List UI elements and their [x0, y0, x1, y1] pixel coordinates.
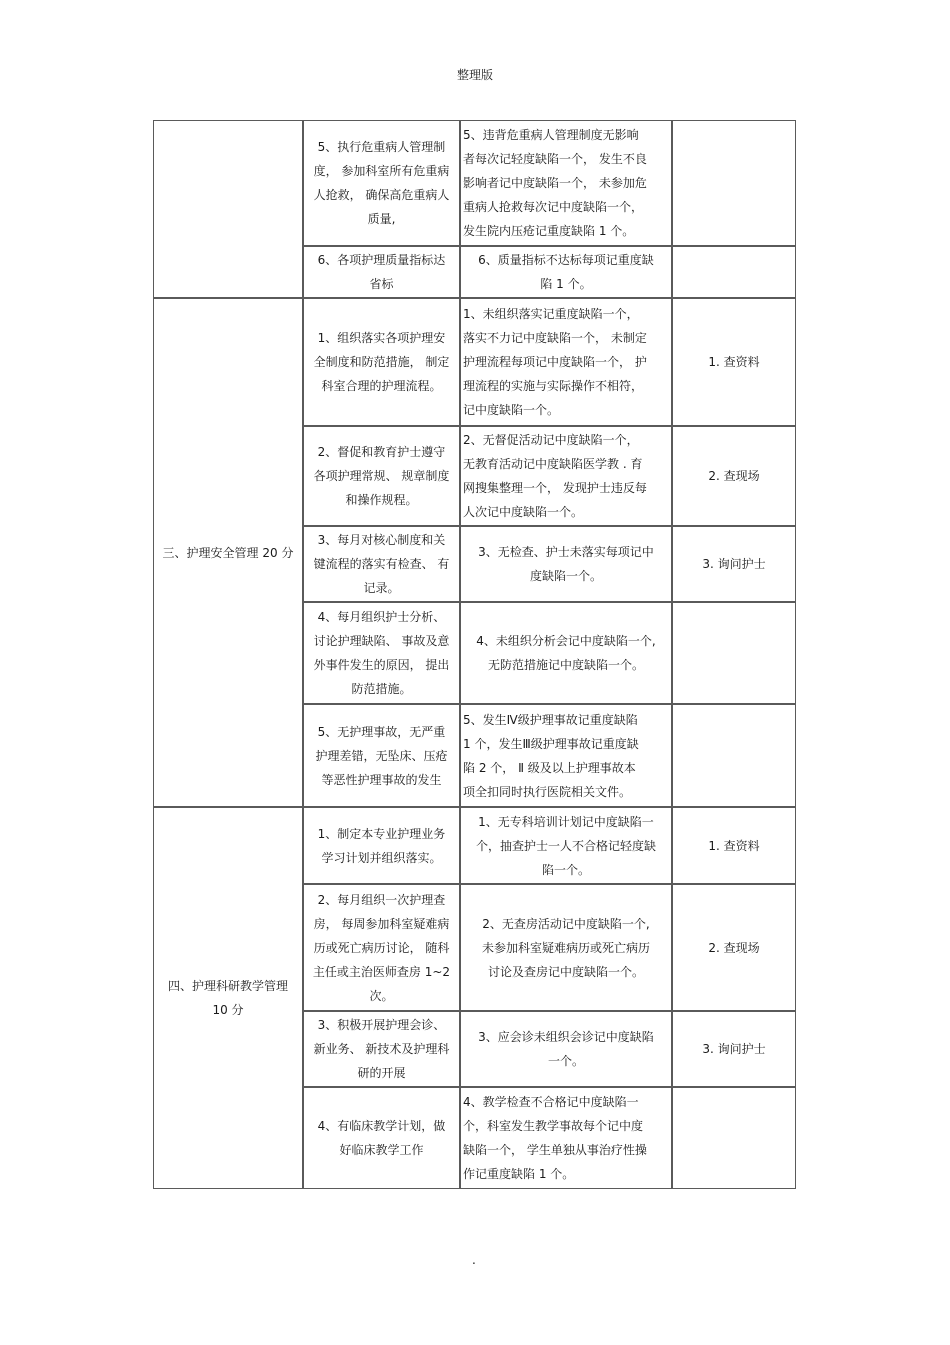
standard-text: 4、有临床教学计划，做 好临床教学工作	[317, 1119, 446, 1157]
method-cell	[672, 807, 796, 884]
deduction-cell	[460, 246, 672, 298]
method-cell	[672, 884, 796, 1011]
standard-text: 2、督促和教育护士遵守 各项护理常规、 规章制度 和操作规程。	[313, 445, 450, 507]
category-cell	[153, 120, 303, 298]
deduction-text: 1、未组织落实记重度缺陷一个， 落实不力记中度缺陷一个， 未制定 护理流程每项记中度缺陷一个， 护 理流程的实施与实际操作不相符， 记中度缺陷一个。	[463, 307, 647, 417]
standard-cell	[303, 1011, 460, 1087]
standard-text: 1、组织落实各项护理安 全制度和防范措施， 制定 科室合理的护理流程。	[313, 331, 450, 393]
deduction-text: 3、无检查、护士未落实每项记中 度缺陷一个。	[478, 545, 654, 583]
deduction-text: 1、无专科培训计划记中度缺陷一 个，抽查护士一人不合格记轻度缺 陷一个。	[475, 814, 656, 877]
method-text: 1. 查资料	[708, 355, 760, 369]
method-cell	[672, 526, 796, 602]
method-text: 2. 查现场	[708, 469, 760, 483]
deduction-text: 2、无查房活动记中度缺陷一个, 未参加科室疑难病历或死亡病历 讨论及查房记中度缺陷一个。	[481, 916, 650, 979]
deduction-text: 5、发生Ⅳ级护理事故记重度缺陷 1 个，发生Ⅲ级护理事故记重度缺 陷 2 个， Ⅱ 级及以上护理事故本 项全扣同时执行医院相关文件。	[463, 712, 639, 799]
standard-text: 1、制定本专业护理业务 学习计划并组织落实。	[317, 826, 446, 865]
method-text: 3. 询问护士	[702, 557, 766, 571]
standard-text: 5、执行危重病人管理制 度， 参加科室所有危重病 人抢救， 确保高危重病人 质量,	[313, 140, 450, 226]
method-text: 1. 查资料	[708, 838, 760, 853]
standard-cell	[303, 704, 460, 807]
standard-text: 5、无护理事故，无严重 护理差错，无坠床、压疮 等恶性护理事故的发生	[315, 724, 448, 787]
deduction-cell	[460, 526, 672, 602]
standard-cell	[303, 1087, 460, 1189]
method-cell	[672, 120, 796, 246]
deduction-text: 2、无督促活动记中度缺陷一个， 无教育活动记中度缺陷医学教 . 育 网搜集整理一个， 发现护士违反每 人次记中度缺陷一个。	[463, 433, 647, 519]
standard-text: 3、每月对核心制度和关 键流程的落实有检查、 有 记录。	[313, 533, 450, 595]
page-header: 整理版	[456, 68, 493, 82]
deduction-cell	[460, 1087, 672, 1189]
deduction-cell	[460, 602, 672, 704]
standard-text: 4、每月组织护士分析、 讨论护理缺陷、 事故及意 外事件发生的原因， 提出 防范措施。	[313, 610, 450, 696]
category-label: 三、护理安全管理 20 分	[162, 545, 294, 560]
deduction-text: 4、未组织分析会记中度缺陷一个, 无防范措施记中度缺陷一个。	[476, 634, 656, 672]
deduction-text: 6、质量指标不达标每项记重度缺 陷 1 个。	[478, 253, 654, 291]
category-cell	[153, 298, 303, 807]
deduction-cell	[460, 1011, 672, 1087]
standard-text: 6、各项护理质量指标达 省标	[317, 253, 446, 291]
method-text: 3. 询问护士	[702, 1042, 766, 1056]
category-cell	[153, 807, 303, 1189]
deduction-text: 5、违背危重病人管理制度无影响 者每次记轻度缺陷一个， 发生不良 影响者记中度缺陷一个， 未参加危 重病人抢救每次记中度缺陷一个， 发生院内压疮记重度缺陷 1 个。	[463, 128, 647, 238]
standard-text: 2、每月组织一次护理查 房， 每周参加科室疑难病 历或死亡病历讨论， 随科 主任或主治医师查房 1~2 次。	[312, 892, 451, 1003]
page-footer-mark: .	[472, 1253, 476, 1267]
standard-cell	[303, 246, 460, 298]
standard-cell	[303, 426, 460, 526]
method-cell	[672, 246, 796, 298]
deduction-text: 4、教学检查不合格记中度缺陷一 个，科室发生教学事故每个记中度 缺陷一个， 学生单独从事治疗性操 作记重度缺陷 1 个。	[463, 1095, 647, 1181]
method-cell	[672, 426, 796, 526]
standard-cell	[303, 807, 460, 884]
deduction-text: 3、应会诊未组织会诊记中度缺陷 一个。	[478, 1030, 654, 1068]
deduction-cell	[460, 884, 672, 1011]
deduction-cell	[460, 120, 672, 246]
deduction-cell	[460, 807, 672, 884]
deduction-cell	[460, 298, 672, 426]
standard-cell	[303, 602, 460, 704]
method-cell	[672, 1087, 796, 1189]
method-cell	[672, 704, 796, 807]
standard-cell	[303, 526, 460, 602]
deduction-cell	[460, 426, 672, 526]
method-cell	[672, 602, 796, 704]
standard-text: 3、积极开展护理会诊、 新业务、 新技术及护理科 研的开展	[313, 1018, 450, 1080]
method-cell	[672, 1011, 796, 1087]
standard-cell	[303, 884, 460, 1011]
standard-cell	[303, 298, 460, 426]
method-text: 2. 查现场	[708, 940, 760, 955]
method-cell	[672, 298, 796, 426]
deduction-cell	[460, 704, 672, 807]
category-label: 四、护理科研教学管理 10 分	[167, 979, 288, 1017]
standard-cell	[303, 120, 460, 246]
